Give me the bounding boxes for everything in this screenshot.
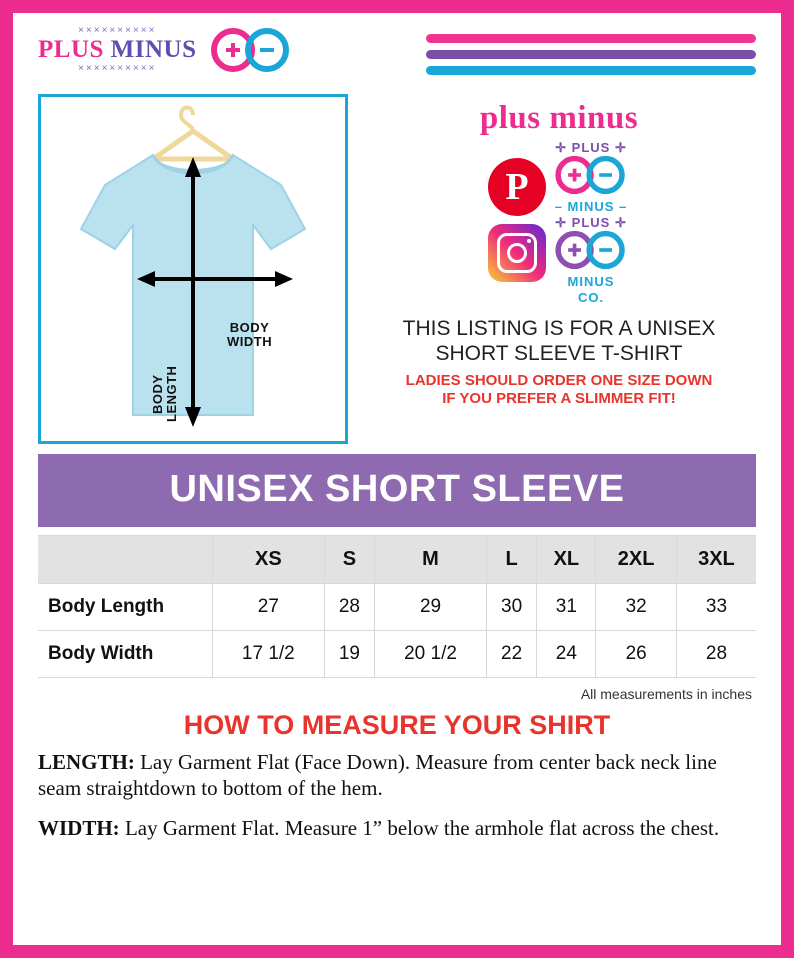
measurement-units-note: All measurements in inches xyxy=(580,686,752,702)
infinity-logo-small-icon-1 xyxy=(552,154,630,201)
body-length-3xl: 33 xyxy=(676,584,756,631)
size-table-header-row xyxy=(38,536,756,584)
measure-width-label: WIDTH: xyxy=(38,816,120,840)
pinterest-handle-plus: ✛ PLUS ✛ xyxy=(555,140,627,155)
header-bar-blue xyxy=(426,66,756,75)
body-width-xl: 24 xyxy=(537,631,596,678)
body-width-s: 19 xyxy=(324,631,374,678)
how-to-measure-instructions xyxy=(16,741,778,841)
measure-length-label: LENGTH: xyxy=(38,750,135,774)
header-bar-pink xyxy=(426,34,756,43)
size-col-m: M xyxy=(375,536,487,584)
ladies-fit-note xyxy=(406,372,713,408)
body-length-label xyxy=(151,347,179,441)
plus-minus-script-title: plus minus xyxy=(479,100,639,136)
body-width-m: 20 1/2 xyxy=(375,631,487,678)
size-table-corner-cell xyxy=(38,536,213,584)
size-table-body xyxy=(38,584,756,678)
brand-logo xyxy=(38,26,293,74)
instagram-handle-plus: ✛ PLUS ✛ xyxy=(555,215,627,230)
size-col-xs: XS xyxy=(213,536,325,584)
body-width-label-line2: WIDTH xyxy=(227,334,273,349)
listing-line-2: SHORT SLEEVE T-SHIRT xyxy=(435,342,683,365)
body-width-xs: 17 1/2 xyxy=(213,631,325,678)
brand-x-pattern-top: ×××××××××× xyxy=(78,25,157,36)
body-width-label xyxy=(227,321,272,349)
social-handles-column xyxy=(552,140,630,306)
row-label-body-length: Body Length xyxy=(38,584,213,631)
size-col-3xl: 3XL xyxy=(676,536,756,584)
measure-width-paragraph xyxy=(38,815,756,841)
infinity-logo-small-icon-2 xyxy=(552,229,630,276)
social-links xyxy=(488,140,630,306)
size-col-l: L xyxy=(486,536,536,584)
body-length-label-line2: LENGTH xyxy=(164,365,179,423)
instagram-camera-glyph xyxy=(497,233,537,273)
brand-social-column xyxy=(362,94,756,444)
body-length-xl: 31 xyxy=(537,584,596,631)
body-length-s: 28 xyxy=(324,584,374,631)
brand-wordmark xyxy=(38,26,197,74)
size-table-head xyxy=(38,536,756,584)
body-length-label-line1: BODY xyxy=(150,374,165,414)
header-color-bars xyxy=(426,26,756,82)
body-width-2xl: 26 xyxy=(596,631,677,678)
infinity-logo-icon xyxy=(209,27,293,73)
brand-minus-text: MINUS xyxy=(110,36,197,63)
brand-words xyxy=(38,36,197,64)
shirt-diagram-panel xyxy=(38,94,348,444)
ladies-note-line-2: IF YOU PREFER A SLIMMER FIT! xyxy=(442,390,676,407)
listing-line-1: THIS LISTING IS FOR A UNISEX xyxy=(402,317,716,340)
size-table-wrapper xyxy=(38,527,756,702)
how-to-measure-title: HOW TO MEASURE YOUR SHIRT xyxy=(183,710,611,740)
header-bar-purple xyxy=(426,50,756,59)
body-width-l: 22 xyxy=(486,631,536,678)
size-chart-table xyxy=(38,535,756,678)
size-col-xl: XL xyxy=(537,536,596,584)
section-banner: UNISEX SHORT SLEEVE xyxy=(38,454,756,527)
size-col-2xl: 2XL xyxy=(596,536,677,584)
ladies-note-line-1: LADIES SHOULD ORDER ONE SIZE DOWN xyxy=(405,372,713,389)
pinterest-handle-minus: – MINUS – xyxy=(554,199,628,214)
body-width-3xl: 28 xyxy=(676,631,756,678)
social-icons-column xyxy=(488,140,546,282)
table-row xyxy=(38,631,756,678)
body-length-l: 30 xyxy=(486,584,536,631)
body-length-xs: 27 xyxy=(213,584,325,631)
body-length-m: 29 xyxy=(375,584,487,631)
tshirt-illustration-icon xyxy=(41,97,345,441)
instagram-handle-minus: MINUS xyxy=(567,274,615,289)
pinterest-glyph: P xyxy=(505,166,529,208)
brand-plus-text: PLUS xyxy=(38,36,104,63)
instagram-icon[interactable] xyxy=(488,224,546,282)
body-length-2xl: 32 xyxy=(596,584,677,631)
pinterest-icon[interactable] xyxy=(488,158,546,216)
table-row xyxy=(38,584,756,631)
row-label-body-width: Body Width xyxy=(38,631,213,678)
size-col-s: S xyxy=(324,536,374,584)
top-section xyxy=(16,94,778,444)
page-inner xyxy=(13,13,781,945)
measure-width-text: Lay Garment Flat. Measure 1” below the armhole flat across the chest. xyxy=(119,816,720,840)
listing-description xyxy=(403,316,716,366)
instagram-handle-co: CO. xyxy=(577,290,605,305)
body-width-label-line1: BODY xyxy=(229,320,270,335)
brand-x-pattern-bottom: ×××××××××× xyxy=(78,63,157,74)
measure-length-paragraph xyxy=(38,749,756,801)
measure-length-text: Lay Garment Flat (Face Down). Measure from center back neck line seam straightdown to bottom of the hem. xyxy=(38,750,717,800)
header xyxy=(16,16,778,94)
